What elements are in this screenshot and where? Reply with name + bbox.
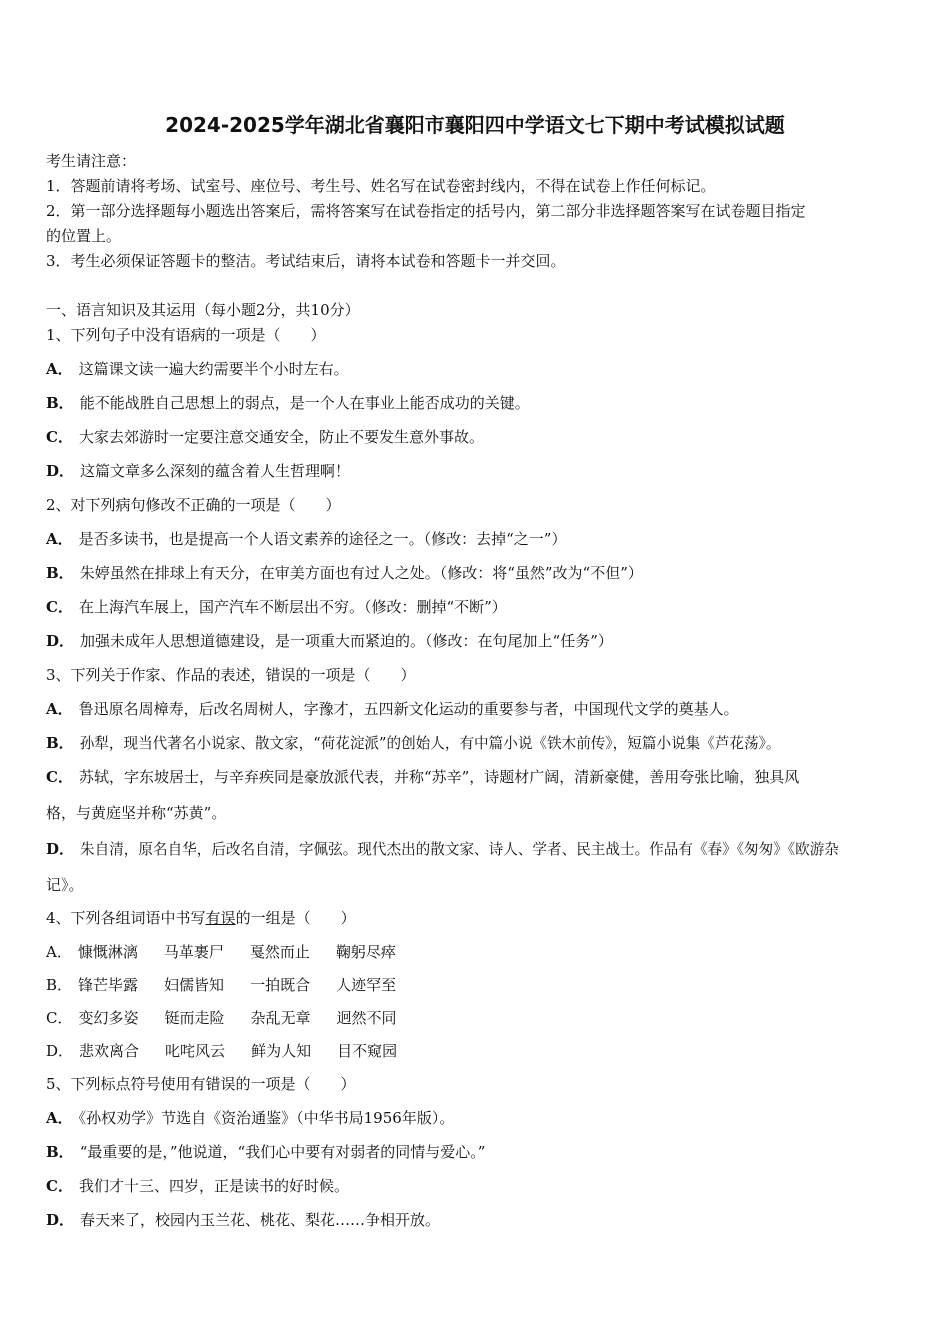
option-letter: B． xyxy=(46,976,73,994)
option-letter: A． xyxy=(46,530,73,548)
q1-option-c[interactable] xyxy=(46,426,926,448)
question-3-stem: 3、下列关于作家、作品的表述，错误的一项是（ ） xyxy=(46,666,416,684)
option-letter: C． xyxy=(46,598,73,616)
notice-item-1: 1．答题前请将考场、试室号、座位号、考生号、姓名写在试卷密封线内，不得在试卷上作任何标记。 xyxy=(46,177,716,195)
q3-option-d-cont: 记》。 xyxy=(46,876,84,894)
option-letter: D． xyxy=(46,462,75,480)
q1-option-d[interactable] xyxy=(46,460,926,482)
option-text: 是否多读书，也是提高一个人语文素养的途径之一。（修改：去掉“之一”） xyxy=(78,530,567,548)
q4-option-b[interactable] xyxy=(46,974,926,996)
notice-item-3: 3．考生必须保证答题卡的整洁。考试结束后，请将本试卷和答题卡一并交回。 xyxy=(46,252,566,270)
option-letter: B． xyxy=(46,394,74,412)
option-letter: C． xyxy=(46,1009,73,1027)
option-letter: A． xyxy=(46,700,73,718)
word: 慷慨淋漓 xyxy=(77,943,138,961)
option-text: 朱婷虽然在排球上有天分，在审美方面也有过人之处。（修改：将“虽然”改为“不但”） xyxy=(79,564,643,582)
option-letter: D． xyxy=(46,840,75,858)
word: 目不窥园 xyxy=(337,1042,398,1060)
word: 鲜为人知 xyxy=(251,1042,312,1060)
word: 鞠躬尽瘁 xyxy=(335,943,396,961)
q3-option-a[interactable] xyxy=(46,698,926,720)
q5-option-d[interactable] xyxy=(46,1209,926,1231)
q3-option-c[interactable] xyxy=(46,766,926,788)
option-text: 《孙权劝学》节选自《资治通鉴》（中华书局1956年版）。 xyxy=(78,1109,455,1127)
option-letter: A． xyxy=(46,943,72,961)
word: 铤而走险 xyxy=(164,1009,225,1027)
q2-option-d[interactable] xyxy=(46,630,926,652)
option-text: 朱自清，原名自华，后改名自清，字佩弦。现代杰出的散文家、诗人、学者、民主战士。作品有《春》《匆匆》《欧游杂 xyxy=(80,841,839,858)
section-heading: 一、语言知识及其运用（每小题2分，共10分） xyxy=(46,301,360,319)
notice-heading: 考生请注意： xyxy=(46,152,137,170)
q4-option-d[interactable] xyxy=(46,1040,926,1062)
option-letter: B． xyxy=(46,734,74,752)
question-2-stem: 2、对下列病句修改不正确的一项是（ ） xyxy=(46,496,341,514)
word: 马革裹尸 xyxy=(163,943,224,961)
stem-text: 4、下列各组词语中书写 xyxy=(46,909,206,927)
q5-option-b[interactable] xyxy=(46,1141,926,1163)
option-text: 在上海汽车展上，国产汽车不断层出不穷。（修改：删掉“不断”） xyxy=(78,598,507,616)
option-letter: D． xyxy=(46,632,75,650)
option-text: 大家去郊游时一定要注意交通安全，防止不要发生意外事故。 xyxy=(78,428,484,446)
option-text: 鲁迅原名周樟寿，后改名周树人，字豫才，五四新文化运动的重要参与者，中国现代文学的奠基人。 xyxy=(78,700,739,718)
option-text: 我们才十三、四岁，正是读书的好时候。 xyxy=(78,1177,349,1195)
q4-option-a[interactable] xyxy=(46,941,926,963)
q2-option-c[interactable] xyxy=(46,596,926,618)
q1-option-a[interactable] xyxy=(46,358,926,380)
option-text: 孙犁，现当代著名小说家、散文家，“荷花淀派”的创始人，有中篇小说《铁木前传》，短篇小说集《芦花荡》。 xyxy=(79,735,781,752)
q3-option-c-cont: 格，与黄庭坚并称“苏黄”。 xyxy=(46,804,227,822)
word: 杂乱无章 xyxy=(250,1009,311,1027)
option-text: 春天来了，校园内玉兰花、桃花、梨花……争相开放。 xyxy=(80,1211,441,1229)
notice-item-2-cont: 的位置上。 xyxy=(46,227,122,245)
q3-option-b[interactable] xyxy=(46,732,926,755)
q2-option-b[interactable] xyxy=(46,562,926,584)
option-text: “最重要的是，”他说道，“我们心中要有对弱者的同情与爱心。” xyxy=(79,1143,486,1161)
question-4-stem xyxy=(46,907,926,929)
option-text: 能不能战胜自己思想上的弱点，是一个人在事业上能否成功的关键。 xyxy=(79,394,530,412)
word: 叱咤风云 xyxy=(165,1042,226,1060)
option-text: 这篇文章多么深刻的蕴含着人生哲理啊！ xyxy=(80,462,351,480)
stem-text: 的一组是（ ） xyxy=(235,909,356,927)
stem-underlined: 有误 xyxy=(205,909,236,927)
word: 锋芒毕露 xyxy=(78,976,139,994)
question-5-stem: 5、下列标点符号使用有错误的一项是（ ） xyxy=(46,1075,356,1093)
word: 变幻多姿 xyxy=(78,1009,139,1027)
word: 悲欢离合 xyxy=(79,1042,140,1060)
q4-option-c[interactable] xyxy=(46,1007,926,1029)
page-title: 2024-2025学年湖北省襄阳市襄阳四中学语文七下期中考试模拟试题 xyxy=(165,113,785,137)
option-text: 这篇课文读一遍大约需要半个小时左右。 xyxy=(78,360,349,378)
option-letter: B． xyxy=(46,564,74,582)
word: 妇儒皆知 xyxy=(164,976,225,994)
q5-option-a[interactable] xyxy=(46,1107,926,1129)
option-letter: A． xyxy=(46,1109,73,1127)
option-letter: D． xyxy=(46,1042,74,1060)
option-letter: C． xyxy=(46,768,73,786)
option-text: 苏轼，字东坡居士，与辛弃疾同是豪放派代表，并称“苏辛”，诗题材广阔，清新豪健，善用夸张比喻，独具风 xyxy=(78,768,800,786)
word: 迥然不同 xyxy=(336,1009,397,1027)
q3-option-d[interactable] xyxy=(46,838,926,861)
option-letter: A． xyxy=(46,360,73,378)
question-1-stem: 1、下列句子中没有语病的一项是（ ） xyxy=(46,326,326,344)
notice-item-2: 2．第一部分选择题每小题选出答案后，需将答案写在试卷指定的括号内，第二部分非选择题答案写在试卷题目指定 xyxy=(46,202,806,220)
q2-option-a[interactable] xyxy=(46,528,926,550)
option-text: 加强未成年人思想道德建设，是一项重大而紧迫的。（修改：在句尾加上“任务”） xyxy=(80,632,613,650)
option-letter: D． xyxy=(46,1211,75,1229)
q5-option-c[interactable] xyxy=(46,1175,926,1197)
word: 一拍既合 xyxy=(250,976,311,994)
word: 戛然而止 xyxy=(249,943,310,961)
word: 人迹罕至 xyxy=(336,976,397,994)
q1-option-b[interactable] xyxy=(46,392,926,414)
option-letter: C． xyxy=(46,428,73,446)
option-letter: B． xyxy=(46,1143,74,1161)
option-letter: C． xyxy=(46,1177,73,1195)
